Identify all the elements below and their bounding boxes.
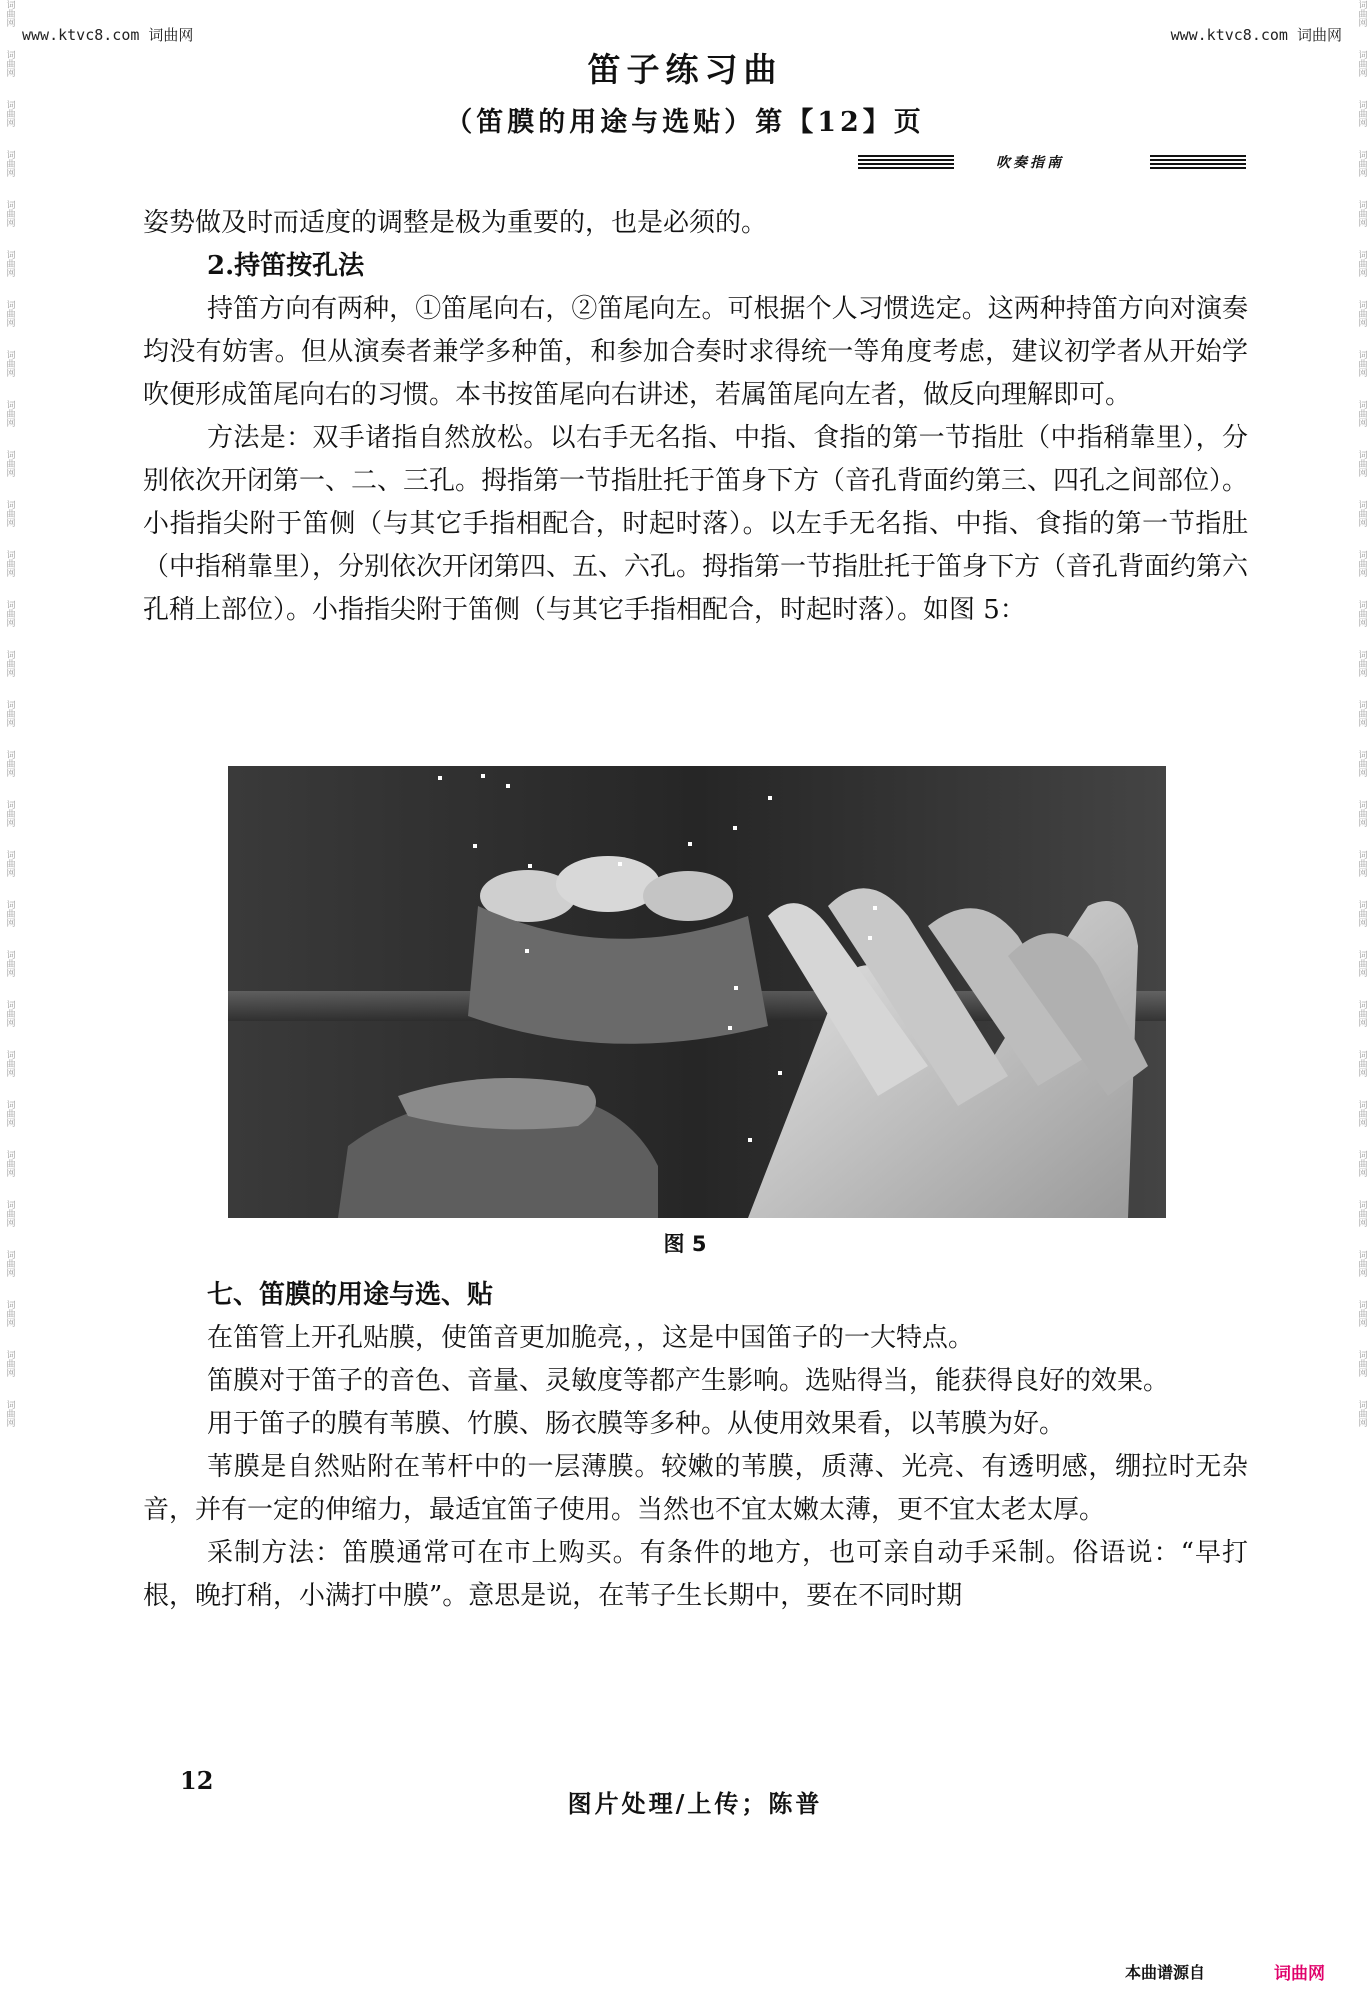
paragraph: 姿势做及时而适度的调整是极为重要的，也是必须的。 [143,208,768,238]
paragraph: 苇膜是自然贴附在苇杆中的一层薄膜。较嫩的苇膜，质薄、光亮、有透明感，绷拉时无杂音，并有一定的伸缩力，最适宜笛子使用。当然也不宜太嫩太薄，更不宜太老太厚。 [143,1452,1248,1525]
watermark-text: 词曲网 [4,300,15,327]
watermark-text: 词曲网 [4,800,15,827]
watermark-text: 词曲网 [1356,450,1367,477]
decorative-rule-right [1150,155,1246,169]
watermark-text: 词曲网 [1356,1250,1367,1277]
watermark-text: 词曲网 [4,1200,15,1227]
watermark-text: 词曲网 [1356,1150,1367,1177]
watermark-text: 词曲网 [1356,500,1367,527]
watermark-text: 词曲网 [4,1100,15,1127]
watermark-text: 词曲网 [4,600,15,627]
section-header-bar [858,152,1248,174]
watermark-text: 词曲网 [4,1050,15,1077]
watermark-text: 词曲网 [1356,550,1367,577]
figure-caption: 图 5 [663,1232,707,1256]
section-heading: 2.持笛按孔法 [207,251,365,281]
header-url-right[interactable]: www.ktvc8.com 词曲网 [1170,26,1342,44]
watermark-text: 词曲网 [4,750,15,777]
watermark-text: 词曲网 [1356,650,1367,677]
footer-source-label: 本曲谱源自 [1125,1963,1206,1982]
paragraph: 笛膜对于笛子的音色、音量、灵敏度等都产生影响。选贴得当，能获得良好的效果。 [207,1366,1170,1396]
watermark-text: 词曲网 [1356,1100,1367,1127]
watermark-text: 词曲网 [4,850,15,877]
watermark-text: 词曲网 [1356,150,1367,177]
watermark-text: 词曲网 [4,1150,15,1177]
section-label: 吹奏指南 [996,155,1064,171]
paragraph: 用于笛子的膜有苇膜、竹膜、肠衣膜等多种。从使用效果看，以苇膜为好。 [207,1409,1066,1439]
watermark-text: 词曲网 [1356,350,1367,377]
paragraph: 持笛方向有两种，①笛尾向右，②笛尾向左。可根据个人习惯选定。这两种持笛方向对演奏均没有妨害。但从演奏者兼学多种笛，和参加合奏时求得统一等角度考虑，建议初学者从开始学吹便形成笛尾向右的习惯。本书按笛尾向右讲述，若属笛尾向左者，做反向理解即可。 [143,294,1248,410]
watermark-text: 词曲网 [4,400,15,427]
page-title: 笛子练习曲 [587,50,783,89]
watermark-text: 词曲网 [1356,1350,1367,1377]
watermark-text: 词曲网 [1356,1000,1367,1027]
watermark-text: 词曲网 [1356,50,1367,77]
watermark-text: 词曲网 [4,450,15,477]
watermark-text: 词曲网 [1356,0,1367,27]
watermark-text: 词曲网 [4,0,15,27]
figure-photo-hands-on-flute [228,766,1166,1218]
watermark-text: 词曲网 [4,150,15,177]
body-text-top [143,202,1248,632]
watermark-text: 词曲网 [4,550,15,577]
watermark-text: 词曲网 [4,100,15,127]
watermark-text: 词曲网 [4,1250,15,1277]
watermark-text: 词曲网 [4,700,15,727]
watermark-text: 词曲网 [1356,300,1367,327]
watermark-text: 词曲网 [4,1400,15,1427]
watermark-text: 词曲网 [1356,700,1367,727]
watermark-text: 词曲网 [4,200,15,227]
watermark-text: 词曲网 [1356,1300,1367,1327]
watermark-text: 词曲网 [4,900,15,927]
watermark-text: 词曲网 [1356,200,1367,227]
watermark-text: 词曲网 [4,350,15,377]
watermark-text: 词曲网 [1356,750,1367,777]
watermark-text: 词曲网 [4,1000,15,1027]
footer-brand-link[interactable]: 词曲网 [1274,1964,1325,1984]
paragraph: 方法是：双手诸指自然放松。以右手无名指、中指、食指的第一节指肚（中指稍靠里），分别依次开闭第一、二、三孔。拇指第一节指肚托于笛身下方（音孔背面约第三、四孔之间部位）。小指指尖附于笛侧（与其它手指相配合，时起时落）。以左手无名指、中指、食指的第一节指肚（中指稍靠里），分别依次开闭第四、五、六孔。拇指第一节指肚托于笛身下方（音孔背面约第六孔稍上部位）。小指指尖附于笛侧（与其它手指相配合，时起时落）。如图 5： [143,423,1249,625]
header-url-left[interactable]: www.ktvc8.com 词曲网 [22,26,194,44]
watermark-text: 词曲网 [1356,950,1367,977]
watermark-text: 词曲网 [1356,1050,1367,1077]
watermark-text: 词曲网 [1356,800,1367,827]
watermark-text: 词曲网 [1356,850,1367,877]
watermark-text: 词曲网 [4,950,15,977]
paragraph: 采制方法：笛膜通常可在市上购买。有条件的地方，也可亲自动手采制。俗语说：“早打根，晚打稍，小满打中膜”。意思是说，在苇子生长期中，要在不同时期 [143,1538,1248,1611]
side-watermark-right [1354,0,1368,2006]
watermark-text: 词曲网 [1356,1400,1367,1427]
decorative-rule-left [858,155,954,169]
watermark-text: 词曲网 [1356,400,1367,427]
watermark-text: 词曲网 [4,500,15,527]
side-watermark-left [2,0,16,2006]
page-subtitle: （笛膜的用途与选贴）第【12】页 [445,107,925,138]
watermark-text: 词曲网 [4,1350,15,1377]
watermark-text: 词曲网 [1356,250,1367,277]
upload-credit: 图片处理/上传；陈普 [567,1789,823,1818]
watermark-text: 词曲网 [1356,1200,1367,1227]
section-heading: 七、笛膜的用途与选、贴 [207,1280,494,1310]
watermark-text: 词曲网 [1356,100,1367,127]
watermark-text: 词曲网 [1356,900,1367,927]
watermark-text: 词曲网 [4,650,15,677]
paragraph: 在笛管上开孔贴膜，使笛音更加脆亮，，这是中国笛子的一大特点。 [207,1323,975,1353]
watermark-text: 词曲网 [4,50,15,77]
body-text-bottom [143,1274,1248,1618]
watermark-text: 词曲网 [4,250,15,277]
watermark-text: 词曲网 [4,1300,15,1327]
page-number: 12 [180,1766,214,1795]
watermark-text: 词曲网 [1356,600,1367,627]
